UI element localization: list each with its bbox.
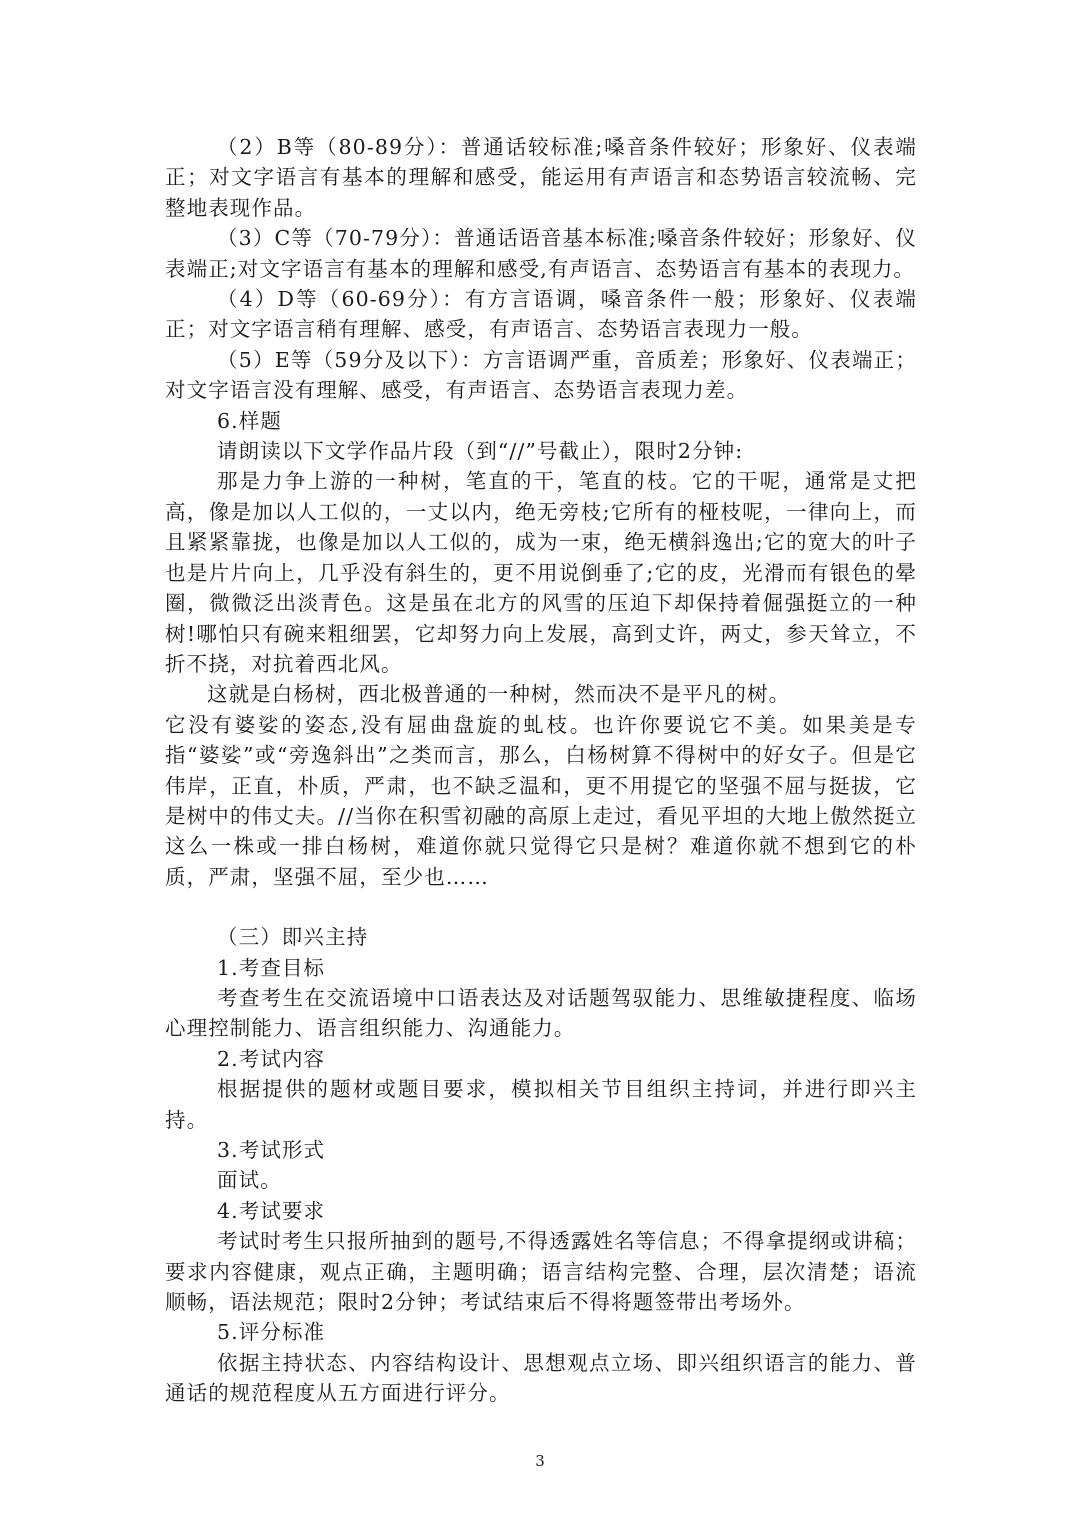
section-heading-impromptu-hosting: （三）即兴主持 xyxy=(217,925,369,950)
grade-d-paragraph: （4）D等（60-69分）：有方言语调，嗓音条件一般；形象好、仪表端正；对文字语言稍有理解、感受，有声语言、态势语言表现力一般。 xyxy=(165,287,917,342)
exam-format-heading: 3.考试形式 xyxy=(217,1138,326,1162)
exam-objective-heading: 1.考查目标 xyxy=(217,955,326,980)
exam-requirements-heading: 4.考试要求 xyxy=(217,1198,326,1223)
page-body xyxy=(165,132,917,1409)
page-number: 3 xyxy=(535,1452,545,1470)
grade-c-paragraph: （3）C等（70-79分）：普通话语音基本标准;嗓音条件较好；形象好、仪表端正;对文字语言有基本的理解和感受,有声语言、态势语言有基本的表现力。 xyxy=(165,226,917,281)
exam-content-heading: 2.考试内容 xyxy=(217,1046,326,1071)
grade-b-paragraph: （2）B等（80-89分）：普通话较标准;嗓音条件较好；形象好、仪表端正；对文字语言有基本的理解和感受，能运用有声语言和态势语言较流畅、完整地表现作品。 xyxy=(165,135,917,220)
reading-passage-paragraph-1: 那是力争上游的一种树，笔直的干，笔直的枝。它的干呢，通常是丈把高，像是加以人工似的，一丈以内，绝无旁枝;它所有的桠枝呢，一律向上，而且紧紧靠拢，也像是加以人工似的，成为一束，绝无横斜逸出;它的宽大的叶子也是片片向上，几乎没有斜生的，更不用说倒垂了;它的皮，光滑而有银色的晕圈，微微泛出淡青色。这是虽在北方的风雪的压迫下却保持着倔强挺立的一种树!哪怕只有碗来粗细罢，它却努力向上发展，高到丈许，两丈，参天耸立，不折不挠，对抗着西北风。 xyxy=(165,469,917,676)
reading-passage-paragraph-2: 这就是白杨树，西北极普通的一种树，然而决不是平凡的树。 xyxy=(207,682,791,707)
section-spacer xyxy=(165,892,917,922)
exam-requirements-text: 考试时考生只报所抽到的题号,不得透露姓名等信息；不得拿提纲或讲稿；要求内容健康，观点正确，主题明确；语言结构完整、合理，层次清楚；语流顺畅，语法规范；限时2分钟；考试结束后不得将题签带出考场外。 xyxy=(165,1229,917,1315)
reading-instruction: 请朗读以下文学作品片段（到“//”号截止），限时2分钟: xyxy=(217,439,744,464)
grade-e-paragraph: （5）E等（59分及以下）：方言语调严重，音质差；形象好、仪表端正；对文字语言没有理解、感受，有声语言、态势语言表现力差。 xyxy=(165,347,917,403)
sample-question-heading: 6.样题 xyxy=(217,408,282,433)
exam-format-text: 面试。 xyxy=(217,1168,282,1193)
scoring-criteria-text: 依据主持状态、内容结构设计、思想观点立场、即兴组织语言的能力、普通话的规范程度从五方面进行评分。 xyxy=(165,1350,917,1406)
scoring-criteria-heading: 5.评分标准 xyxy=(217,1320,326,1345)
reading-passage-paragraph-3: 它没有婆娑的姿态,没有屈曲盘旋的虬枝。也许你要说它不美。如果美是专指“婆娑”或“旁逸斜出”之类而言，那么，白杨树算不得树中的好女子。但是它伟岸，正直，朴质，严肃，也不缺乏温和，更不用提它的坚强不屈与挺拔，它是树中的伟丈夫。//当你在积雪初融的高原上走过，看见平坦的大地上傲然挺立这么一株或一排白杨树，难道你就只觉得它只是树？难道你就不想到它的朴质，严肃，坚强不屈，至少也…… xyxy=(165,712,917,889)
exam-content-text: 根据提供的题材或题目要求，模拟相关节目组织主持词，并进行即兴主持。 xyxy=(165,1077,917,1132)
exam-objective-text: 考查考生在交流语境中口语表达及对话题驾驭能力、思维敏捷程度、临场心理控制能力、语言组织能力、沟通能力。 xyxy=(165,985,917,1041)
